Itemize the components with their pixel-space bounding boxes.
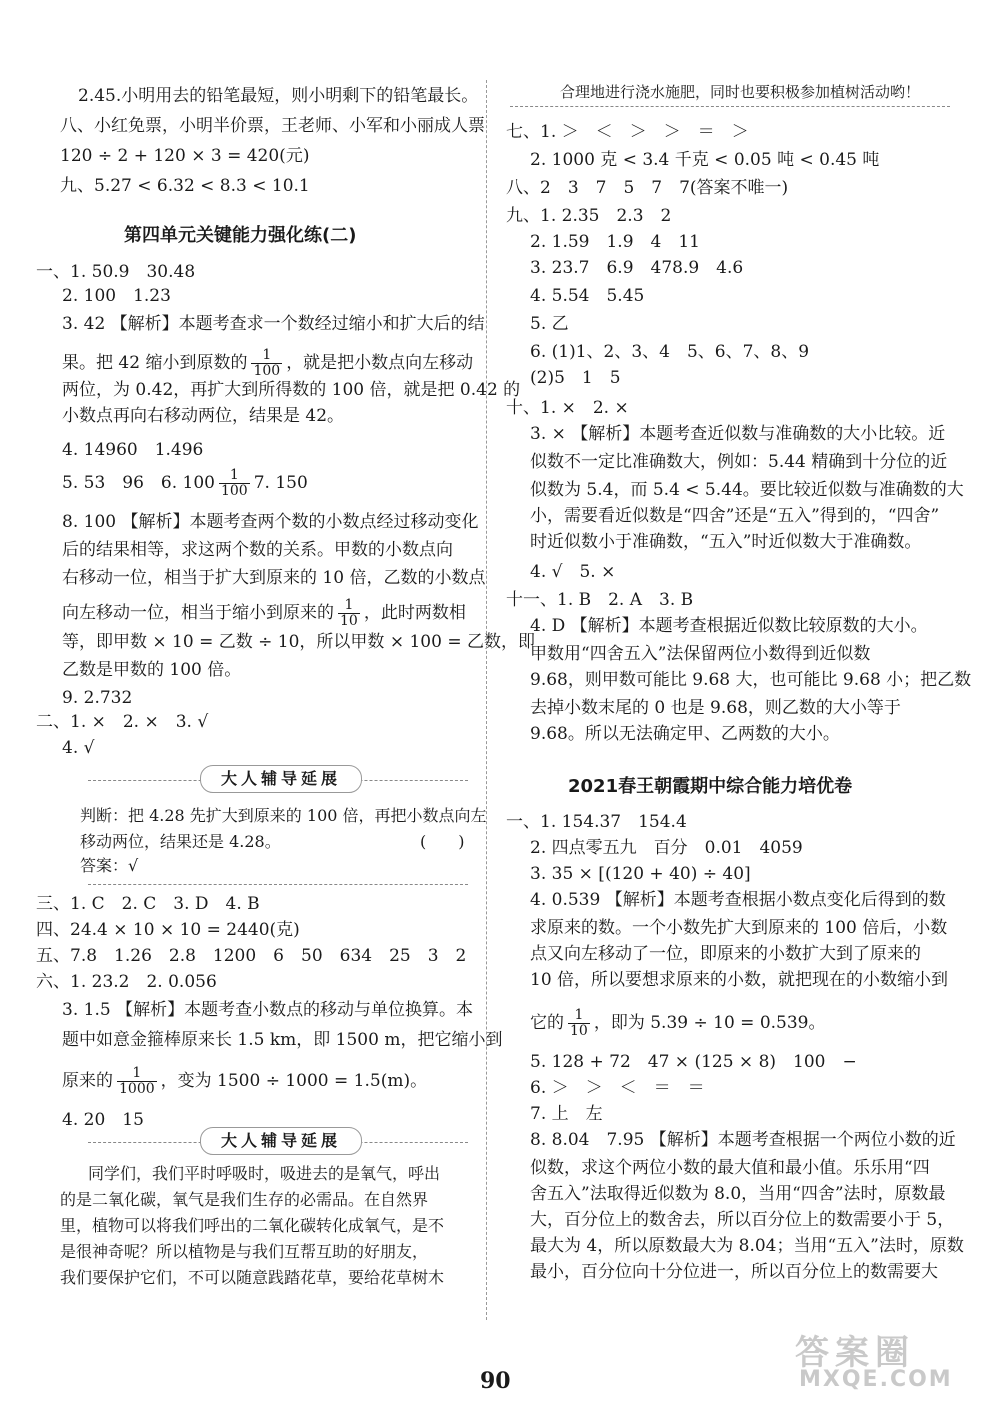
extension-title: 大人辅导延展 <box>200 765 362 793</box>
text: ，变为 1500 ÷ 1000 = 1.5(m)。 <box>160 1071 428 1091</box>
fraction-numerator: 1 <box>219 468 250 484</box>
answer-line: 等，即甲数 × 10 = 乙数 ÷ 10，所以甲数 × 100 = 乙数，即 <box>62 632 535 652</box>
answer-line: 2. 100 1.23 <box>62 286 171 306</box>
extension-text: 是很神奇呢？所以植物是与我们互帮互助的好朋友， <box>60 1242 429 1261</box>
extension-text: 我们要保护它们，不可以随意践踏花草，要给花草树木 <box>60 1268 445 1287</box>
answer-line: 似数为 5.4，而 5.4 < 5.44。要比较近似数与准确数的大 <box>530 480 964 500</box>
answer-line <box>530 1008 826 1039</box>
answer-line: (2)5 1 5 <box>530 368 621 388</box>
fraction-numerator: 1 <box>117 1066 157 1082</box>
answer-line: 四、24.4 × 10 × 10 = 2440(克) <box>36 920 300 940</box>
answer-line: 7. 上 左 <box>530 1104 603 1124</box>
answer-line: 5. 128 + 72 47 × (125 × 8) 100 − <box>530 1052 857 1072</box>
answer-line: 点又向左移动了一位，即原来的小数扩大到了原来的 <box>530 944 921 964</box>
answer-line: 5. 乙 <box>530 314 569 334</box>
extension-text: 移动两位，结果还是 4.28。 <box>80 832 281 851</box>
column-divider <box>486 80 487 1320</box>
answer-line: 3. 1.5 【解析】本题考查小数点的移动与单位换算。本 <box>62 1000 474 1020</box>
fraction-numerator: 1 <box>251 348 282 364</box>
answer-line: 2. 1.59 1.9 4 11 <box>530 232 700 252</box>
answer-line: 一、1. 50.9 30.48 <box>36 262 196 282</box>
answer-line: 后的结果相等，求这两个数的关系。甲数的小数点向 <box>62 540 453 560</box>
answer-line <box>62 1066 427 1097</box>
extension-text: 同学们，我们平时呼吸时，吸进去的是氧气，呼出 <box>88 1164 441 1183</box>
answer-line: 六、1. 23.2 2. 0.056 <box>36 972 217 992</box>
answer-line: 十、1. × 2. × <box>506 398 629 418</box>
answer-line: 时近似数小于准确数，“五入”时近似数大于准确数。 <box>530 532 922 552</box>
answer-line: 五、7.8 1.26 2.8 1200 6 50 634 25 3 2 <box>36 946 467 966</box>
extension-text: 判断：把 4.28 先扩大到原来的 100 倍，再把小数点向左 <box>80 806 487 825</box>
answer-line: 120 ÷ 2 + 120 × 3 = 420(元) <box>60 146 310 166</box>
text: 它的 <box>530 1013 564 1033</box>
extension-text: 的是二氧化碳，氧气是我们生存的必需品。在自然界 <box>60 1190 429 1209</box>
answer-line: 舍五入”法取得近似数为 8.0，当用“四舍”法时，原数最 <box>530 1184 946 1204</box>
answer-line: 似数，求这个两位小数的最大值和最小值。乐乐用“四 <box>530 1158 930 1178</box>
text: 果。把 42 缩小到原数的 <box>62 353 248 373</box>
extension-text: 合理地进行浇水施肥，同时也要积极参加植树活动哟！ <box>560 83 921 101</box>
watermark-url: MXQE.COM <box>799 1367 953 1392</box>
answer-line: 3. 23.7 6.9 478.9 4.6 <box>530 258 744 278</box>
answer-line: 4. 20 15 <box>62 1110 144 1130</box>
answer-line: 10 倍，所以要想求原来的小数，就把现在的小数缩小到 <box>530 970 949 990</box>
extension-text: 里，植物可以将我们呼出的二氧化碳转化成氧气，是不 <box>60 1216 445 1235</box>
answer-line: 七、1. ＞ ＜ ＞ ＞ ＝ ＞ <box>506 122 749 142</box>
answer-line: 4. 14960 1.496 <box>62 440 204 460</box>
text: 5. 53 96 6. 100 <box>62 473 215 493</box>
answer-line: 一、1. 154.37 154.4 <box>506 812 687 832</box>
answer-line: 3. 42 【解析】本题考查求一个数经过缩小和扩大后的结 <box>62 314 485 334</box>
answer-line: 4. D 【解析】本题考查根据近似数比较原数的大小。 <box>530 616 928 636</box>
answer-line <box>62 598 466 629</box>
answer-line: 2.45.小明用去的铅笔最短，则小明剩下的铅笔最长。 <box>78 86 479 106</box>
text: ，就是把小数点向左移动 <box>286 353 474 373</box>
watermark <box>765 1325 985 1395</box>
text: 向左移动一位，相当于缩小到原来的 <box>62 603 334 623</box>
fraction <box>251 348 282 379</box>
page-number: 90 <box>480 1368 511 1394</box>
answer-line: 3. × 【解析】本题考查近似数与准确数的大小比较。近 <box>530 424 946 444</box>
answer-line: 6. ＞ ＞ ＜ ＝ ＝ <box>530 1078 705 1098</box>
answer-line: 右移动一位，相当于扩大到原来的 10 倍，乙数的小数点 <box>62 568 486 588</box>
text: 原来的 <box>62 1071 113 1091</box>
watermark-logo-text: 答案圈 <box>795 1333 915 1373</box>
answer-line: 题中如意金箍棒原来长 1.5 km，即 1500 m，把它缩小到 <box>62 1030 503 1050</box>
fraction <box>219 468 250 499</box>
answer-line: 最小，百分位向十分位进一，所以百分位上的数需要大 <box>530 1262 938 1282</box>
answer-line: 6. (1)1、2、3、4 5、6、7、8、9 <box>530 342 810 362</box>
answer-line <box>62 468 308 499</box>
fraction <box>117 1066 157 1097</box>
answer-line: 4. 0.539 【解析】本题考查根据小数点变化后得到的数 <box>530 890 946 910</box>
section-title: 2021春王朝霞期中综合能力培优卷 <box>568 776 853 797</box>
answer-line: 8. 100 【解析】本题考查两个数的小数点经过移动变化 <box>62 512 479 532</box>
answer-line: 大，百分位上的数舍去，所以百分位上的数需要小于 5， <box>530 1210 955 1230</box>
answer-line: 三、1. C 2. C 3. D 4. B <box>36 894 260 914</box>
answer-line: 八、2 3 7 5 7 7(答案不唯一) <box>506 178 789 198</box>
fraction <box>338 598 360 629</box>
answer-line: 9. 2.732 <box>62 688 133 708</box>
answer-line: 甲数用“四舍五入”法保留两位小数得到近似数 <box>530 644 871 664</box>
extension-text: 答案：√ <box>80 856 139 875</box>
extension-title: 大人辅导延展 <box>200 1127 362 1155</box>
text: ，即为 5.39 ÷ 10 = 0.539。 <box>593 1013 826 1033</box>
answer-line: 八、小红免票，小明半价票，王老师、小军和小丽成人票 <box>60 116 485 136</box>
answer-parens: ( ) <box>420 832 465 851</box>
answer-line: 9.68。所以无法确定甲、乙两数的大小。 <box>530 724 840 744</box>
answer-line: 乙数是甲数的 100 倍。 <box>62 660 242 680</box>
answer-line: 最大为 4，所以原数最大为 8.04；当用“五入”法时，原数 <box>530 1236 964 1256</box>
answer-line: 二、1. × 2. × 3. √ <box>36 712 209 732</box>
answer-line: 十一、1. B 2. A 3. B <box>506 590 694 610</box>
answer-line: 3. 35 × [(120 + 40) ÷ 40] <box>530 864 751 884</box>
answer-line: 求原来的数。一个小数先扩大到原来的 100 倍后，小数 <box>530 918 948 938</box>
answer-line: 小，需要看近似数是“四舍”还是“五入”得到的，“四舍” <box>530 506 940 526</box>
answer-line: 2. 1000 克 < 3.4 千克 < 0.05 吨 < 0.45 吨 <box>530 150 880 170</box>
answer-line: 去掉小数末尾的 0 也是 9.68，则乙数的大小等于 <box>530 698 901 718</box>
fraction-denominator: 100 <box>253 363 281 379</box>
dashed-rule <box>88 884 468 885</box>
fraction-numerator: 1 <box>568 1008 590 1024</box>
text: 7. 150 <box>253 473 308 493</box>
answer-line: 两位，为 0.42，再扩大到所得数的 100 倍，就是把 0.42 的 <box>62 380 521 400</box>
fraction-denominator: 100 <box>220 483 248 499</box>
answer-line <box>62 348 473 379</box>
fraction-numerator: 1 <box>338 598 360 614</box>
fraction-denominator: 1000 <box>119 1081 155 1097</box>
answer-line: 似数不一定比准确数大，例如：5.44 精确到十分位的近 <box>530 452 948 472</box>
fraction-denominator: 10 <box>340 613 358 629</box>
dashed-rule <box>510 106 950 107</box>
answer-line: 小数点再向右移动两位，结果是 42。 <box>62 406 345 426</box>
answer-line: 4. 5.54 5.45 <box>530 286 645 306</box>
text: ，此时两数相 <box>363 603 466 623</box>
answer-line: 九、5.27 < 6.32 < 8.3 < 10.1 <box>60 176 310 196</box>
answer-line: 4. √ <box>62 738 95 758</box>
fraction <box>568 1008 590 1039</box>
answer-line: 九、1. 2.35 2.3 2 <box>506 206 672 226</box>
fraction-denominator: 10 <box>570 1023 588 1039</box>
section-title: 第四单元关键能力强化练(二) <box>124 225 357 246</box>
answer-line: 4. √ 5. × <box>530 562 616 582</box>
answer-line: 9.68，则甲数可能比 9.68 大，也可能比 9.68 小；把乙数 <box>530 670 972 690</box>
answer-line: 2. 四点零五九 百分 0.01 4059 <box>530 838 803 858</box>
answer-line: 8. 8.04 7.95 【解析】本题考查根据一个两位小数的近 <box>530 1130 956 1150</box>
